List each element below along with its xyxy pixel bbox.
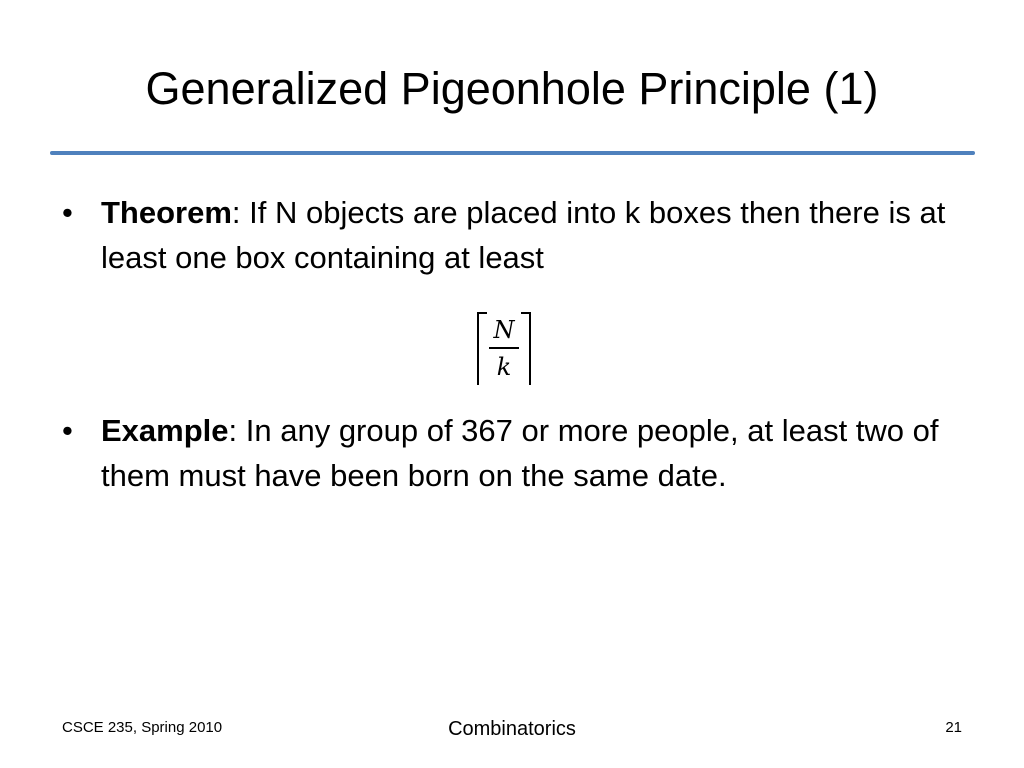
bullet-theorem <box>62 190 962 280</box>
footer-course: CSCE 235, Spring 2010 <box>62 719 223 736</box>
bullet-example-body: In any group of 367 or more people, at least two of them must have been born on the same date. <box>101 413 939 493</box>
bullet-example-text <box>101 408 962 498</box>
ceiling-left-bracket <box>477 312 487 385</box>
slide-title: Generalized Pigeonhole Principle (1) <box>145 63 879 114</box>
bullet-marker: • <box>62 413 73 448</box>
bullet-theorem-text <box>101 190 962 280</box>
footer-page-number: 21 <box>945 719 962 736</box>
bullet-example <box>62 408 962 498</box>
title-underline <box>50 151 975 155</box>
bullet-theorem-body: If N objects are placed into k boxes then there is at least one box containing at least <box>101 195 946 275</box>
ceiling-right-bracket <box>521 312 531 385</box>
ceiling-fraction-formula <box>473 306 535 386</box>
fraction-numerator: N <box>493 316 515 344</box>
fraction-denominator: k <box>496 353 512 381</box>
bullet-example-label: Example <box>101 413 229 448</box>
bullet-marker: • <box>62 195 73 230</box>
bullet-example-separator: : <box>228 413 238 448</box>
bullet-theorem-separator: : <box>231 195 241 230</box>
footer-topic: Combinatorics <box>448 718 576 740</box>
bullet-theorem-label: Theorem <box>101 195 232 230</box>
fraction-bar <box>489 347 519 349</box>
